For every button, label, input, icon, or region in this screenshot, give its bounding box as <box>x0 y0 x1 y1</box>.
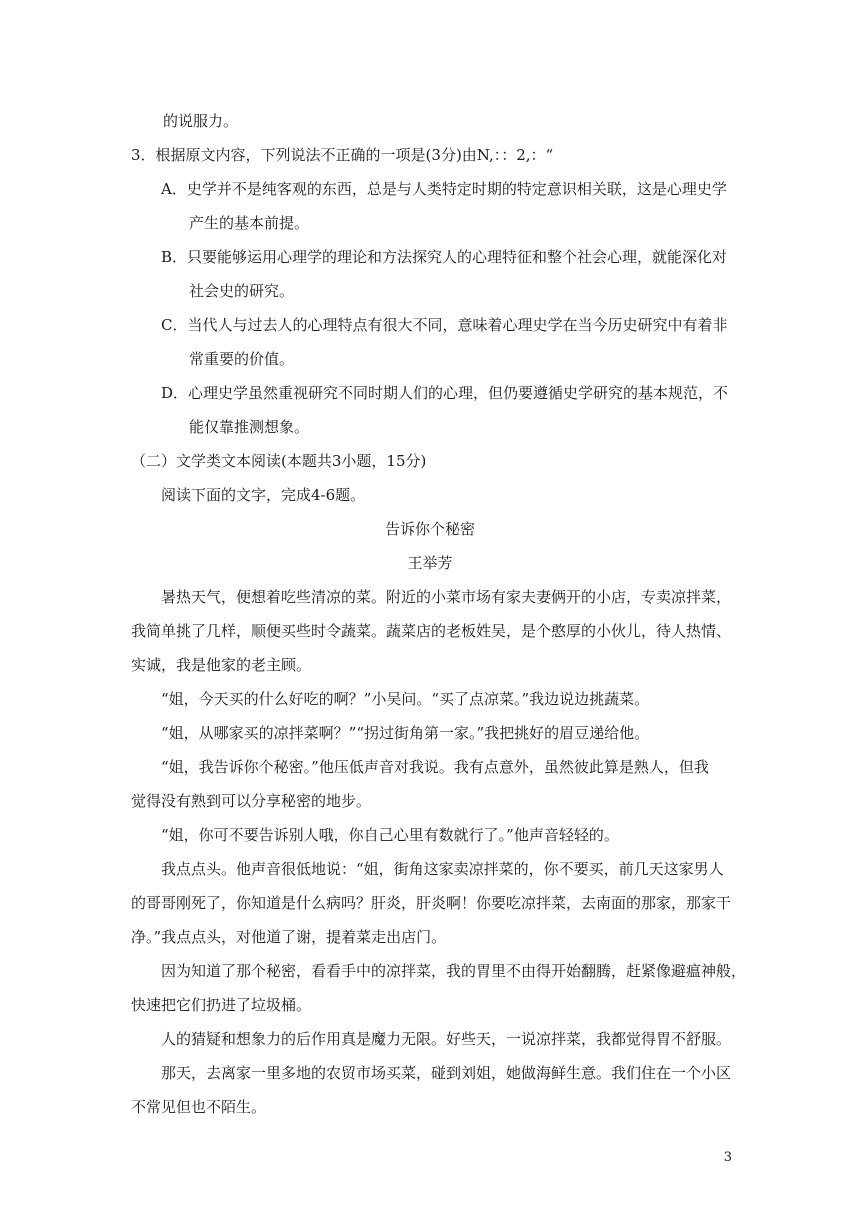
paragraph-line: “姐，从哪家买的凉拌菜啊？”“拐过街角第一家。”我把挑好的眉豆递给他。 <box>161 724 650 742</box>
paragraph-line: 那天，去离家一里多地的农贸市场买菜，碰到刘姐，她做海鲜生意。我们住在一个小区 <box>161 1064 732 1082</box>
paragraph-line: 我简单挑了几样，顺便买些时令蔬菜。蔬菜店的老板姓吴，是个憨厚的小伙儿，待人热情、 <box>131 622 732 640</box>
paragraph-line: 人的猜疑和想象力的后作用真是魔力无限。好些天，一说凉拌菜，我都觉得胃不舒服。 <box>161 1030 732 1048</box>
page-number: 3 <box>723 1150 732 1165</box>
paragraph-line: 暑热天气，便想着吃些清凉的菜。附近的小菜市场有家夫妻俩开的小店，专卖凉拌菜， <box>161 588 732 606</box>
instruction: 阅读下面的文字，完成4-6题。 <box>161 486 366 504</box>
option-a: A．史学并不是纯客观的东西，总是与人类特定时期的特定意识相关联，这是心理史学 <box>161 180 727 198</box>
paragraph-line: 净。”我点点头，对他道了谢，提着菜走出店门。 <box>131 928 447 946</box>
option-b-cont: 社会史的研究。 <box>189 282 295 300</box>
paragraph-line: “姐，我告诉你个秘密。”他压低声音对我说。我有点意外，虽然彼此算是熟人，但我 <box>161 758 709 776</box>
paragraph-line: 觉得没有熟到可以分享秘密的地步。 <box>131 792 372 810</box>
option-d: D．心理史学虽然重视研究不同时期人们的心理，但仍要遵循史学研究的基本规范，不 <box>161 384 729 402</box>
story-author: 王举芳 <box>407 554 453 572</box>
paragraph-line: 我点点头。他声音很低地说：“姐，街角这家卖凉拌菜的，你不要买，前几天这家男人 <box>161 860 724 878</box>
paragraph-line: “姐，今天买的什么好吃的啊？”小吴问。“买了点凉菜。”我边说边挑蔬菜。 <box>161 690 650 708</box>
option-c-cont: 常重要的价值。 <box>189 350 295 368</box>
paragraph-line: 的哥哥刚死了，你知道是什么病吗？肝炎，肝炎啊！你要吃凉拌菜，去南面的那家，那家干 <box>131 894 732 912</box>
paragraph-line: 实诚，我是他家的老主顾。 <box>131 656 312 674</box>
option-b: B．只要能够运用心理学的理论和方法探究人的心理特征和整个社会心理，就能深化对 <box>161 248 728 266</box>
paragraph-line: 因为知道了那个秘密，看看手中的凉拌菜，我的胃里不由得开始翻腾，赶紧像避瘟神般， <box>161 962 747 980</box>
text-line: 的说服力。 <box>163 112 239 130</box>
paragraph-line: “姐，你可不要告诉别人哦，你自己心里有数就行了。”他声音轻轻的。 <box>161 826 619 844</box>
paragraph-line: 快速把它们扔进了垃圾桶。 <box>131 996 312 1014</box>
option-c: C．当代人与过去人的心理特点有很大不同，意味着心理史学在当今历史研究中有着非 <box>161 316 728 334</box>
section-heading: （二）文学类文本阅读(本题共3小题，15分) <box>131 452 427 470</box>
paragraph-line: 不常见但也不陌生。 <box>131 1098 267 1116</box>
option-d-cont: 能仅靠推测想象。 <box>189 418 310 436</box>
question-3: 3．根据原文内容，下列说法不正确的一项是(3分)由N,：：2,：“ <box>131 146 554 164</box>
story-title: 告诉你个秘密 <box>384 520 475 538</box>
option-a-cont: 产生的基本前提。 <box>189 214 310 232</box>
